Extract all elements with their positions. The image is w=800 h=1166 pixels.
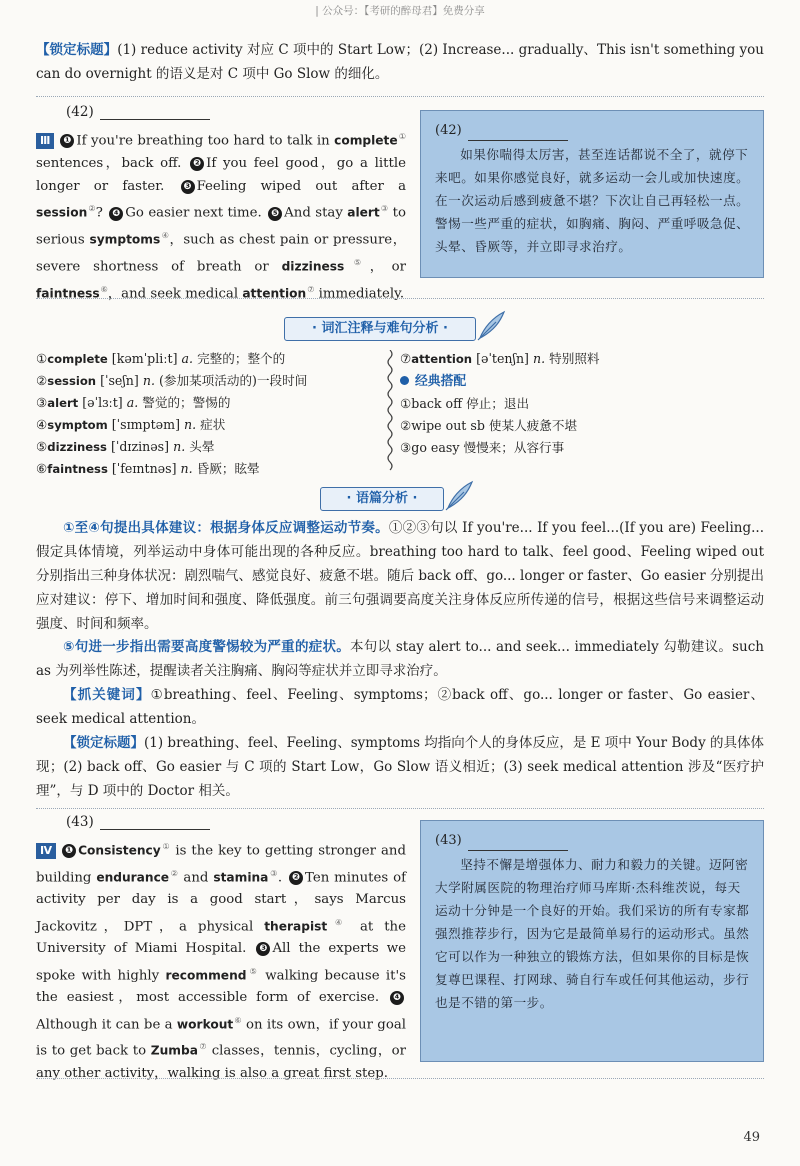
vocab-entry: ③alert [əˈlɜːt] a. 警觉的；警惕的 [36, 395, 231, 410]
vocab-word: Consistency [78, 843, 161, 858]
dotted-divider [36, 298, 764, 299]
vocab-word: recommend [165, 968, 247, 983]
answer-blank [100, 105, 210, 120]
sentence-marker: ❸ [256, 942, 270, 956]
vocab-entry: ⑦attention [əˈtenʃn] n. 特别照料 [400, 351, 600, 366]
sentence-marker: ❷ [190, 157, 204, 171]
collocation-item: ③go easy 慢慢来；从容行事 [400, 440, 565, 455]
vocab-entry: ⑤dizziness [ˈdɪzinəs] n. 头晕 [36, 439, 215, 454]
dotted-divider [36, 1078, 764, 1079]
collocation-heading: 经典搭配 [400, 370, 764, 393]
q42-english-passage: Ⅲ ❶ If you're breathing too hard to talk in complete① sentences，back off. ❷ If you feel good，go a little longer or faster. ❸ Feeling wiped out after a session②? ❹ Go easier next time. ❺ And stay alert③ to serious symptoms④，such as chest pain or pressure，severe shortness of breath or dizziness⑤，or faintness⑥，and seek medical attention⑦ immediately. [36, 132, 407, 302]
translation-text: 如果你喘得太厉害，甚至连话都说不全了，就停下来吧。如果你感觉良好，就多运动一会儿或加快速度。在一次运动后感到疲惫不堪？下次让自己再轻松一点。警惕一些严重的症状，如胸痛、胸闷、严重呼吸急促、头晕、昏厥等，并立即寻求治疗。 [435, 147, 750, 254]
vocab-entry: ⑥faintness [ˈfeɪntnəs] n. 昏厥；眩晕 [36, 461, 260, 476]
page-number: 49 [743, 1130, 760, 1145]
question-42-number: (42) [66, 104, 210, 120]
vocab-entry: ④symptom [ˈsɪmptəm] n. 症状 [36, 417, 226, 432]
sentence-marker: ❹ [109, 207, 123, 221]
sentence-marker: ❷ [289, 871, 303, 885]
vocab-list-left [36, 348, 381, 480]
vocab-word: Zumba [150, 1043, 198, 1058]
roman-numeral-badge: Ⅳ [36, 843, 56, 859]
vocab-word: workout [176, 1017, 234, 1032]
lock-title-paragraph-42: 【锁定标题】(1) breathing、feel、Feeling、symptoms 均指向个人的身体反应，是 E 项中 Your Body 的具体体现；(2) back off、Go easier 与 C 项的 Start Low，Go Slow 语义相近；(3) seek medical attention 涉及“医疗护理”，与 D 项中的 Doctor 相关。 [36, 735, 764, 799]
bullet-dot-icon [400, 376, 409, 385]
q43-chinese-translation-box [420, 820, 764, 1062]
translation-number: (42) [435, 121, 751, 141]
vocab-word: symptoms [89, 232, 161, 247]
vocab-word: session [36, 205, 88, 220]
translation-number: (43) [435, 831, 751, 851]
collocation-item: ②wipe out sb 使某人疲惫不堪 [400, 418, 578, 433]
lock-title-text: (1) reduce activity 对应 C 项中的 Start Low；(2) Increase... gradually、This isn't something you can do overnight 的语义是对 C 项中 Go Slow 的细化。 [36, 42, 765, 82]
feather-pen-icon [474, 308, 508, 342]
sentence-marker: ❶ [60, 134, 74, 148]
sentence-marker: ❹ [390, 991, 404, 1005]
question-43-number: (43) [66, 814, 210, 830]
feather-pen-icon [442, 478, 476, 512]
vocab-word: attention [242, 286, 307, 301]
vocab-list-right [400, 348, 764, 459]
sentence-marker: ❺ [268, 207, 282, 221]
q42-chinese-translation-box [420, 110, 764, 278]
dotted-divider [36, 96, 764, 97]
key-words-paragraph: 【抓关键词】①breathing、feel、Feeling、symptoms；②back off、go... longer or faster、Go easier、seek medical attention。 [36, 687, 764, 727]
answer-blank [100, 815, 210, 830]
vocab-word: stamina [213, 870, 269, 885]
lock-title-tag: 【锁定标题】 [36, 42, 118, 58]
top-lock-title-paragraph [36, 38, 764, 86]
q43-english-passage: Ⅳ ❶ Consistency① is the key to getting stronger and building endurance② and stamina③. ❷ Ten minutes of activity per day is a good start，says Marcus Jackovitz，DPT，a physical therapist④ at the University of Miami Hospital. ❸ All the experts we spoke with highly recommend⑤ walking because it's the easiest，most accessible form of exercise. ❹Although it can be a workout⑥ on its own，if your goal is to get back to Zumba⑦ classes，tennis，cycling，or any other activity，walking is also a great first step. [36, 842, 407, 1082]
sentence-marker: ❶ [62, 844, 76, 858]
sentence-marker: ❸ [181, 180, 195, 194]
vocab-entry: ②session [ˈseʃn] n. (参加某项活动的)一段时间 [36, 373, 308, 388]
roman-numeral-badge: Ⅲ [36, 133, 54, 149]
vocab-word: dizziness [281, 259, 345, 274]
page-header: | 公众号：【考研的醉母君】免费分享 [315, 5, 485, 17]
vocab-word: therapist [264, 919, 328, 934]
vocab-word: endurance [96, 870, 170, 885]
dotted-divider [36, 808, 764, 809]
vocab-word: faintness [36, 286, 100, 301]
vocab-entry: ①complete [kəmˈpliːt] a. 完整的；整个的 [36, 351, 286, 366]
analysis-paragraph-1: ①至④句提出具体建议：根据身体反应调整运动节奏。①②③句以 If you're... If you feel...(If you are) Feeling... 假定具体情境，列举运动中身体可能出现的各种反应。breathing too hard to talk、feel good、Feeling wiped out 分别指出三种身体状况：剧烈喘气、感觉良好、疲惫不堪。随后 back off、go... longer or faster、Go easier 分别提出应对建议：停下、增加时间和强度、降低强度。前三句强调要高度关注身体反应所传递的信号，根据这些信号来调整运动强度、时间和频率。 [36, 520, 764, 632]
spiral-divider-icon [385, 350, 395, 475]
vocab-section-banner: · 词汇注释与难句分析 · [284, 317, 476, 341]
discourse-section-banner: · 语篇分析 · [320, 487, 444, 511]
analysis-paragraph-2: ⑤句进一步指出需要高度警惕较为严重的症状。本句以 stay alert to... and seek... immediately 勾勒建议。such as 为列举性陈述，提醒读者关注胸痛、胸闷等症状并立即寻求治疗。 [36, 639, 764, 679]
translation-text: 坚持不懈是增强体力、耐力和毅力的关键。迈阿密大学附属医院的物理治疗师马库斯·杰科维茨说，每天运动十分钟是一个良好的开始。我们采访的所有专家都强烈推荐步行，因为它是最简单易行的运动形式。虽然它可以作为一种独立的锻炼方法，但如果你的目标是恢复尊巴课程、打网球、骑自行车或任何其他运动，步行也是不错的第一步。 [435, 857, 750, 1010]
vocab-word: complete [334, 133, 398, 148]
vocab-word: alert [347, 205, 380, 220]
collocation-item: ①back off 停止；退出 [400, 396, 530, 411]
